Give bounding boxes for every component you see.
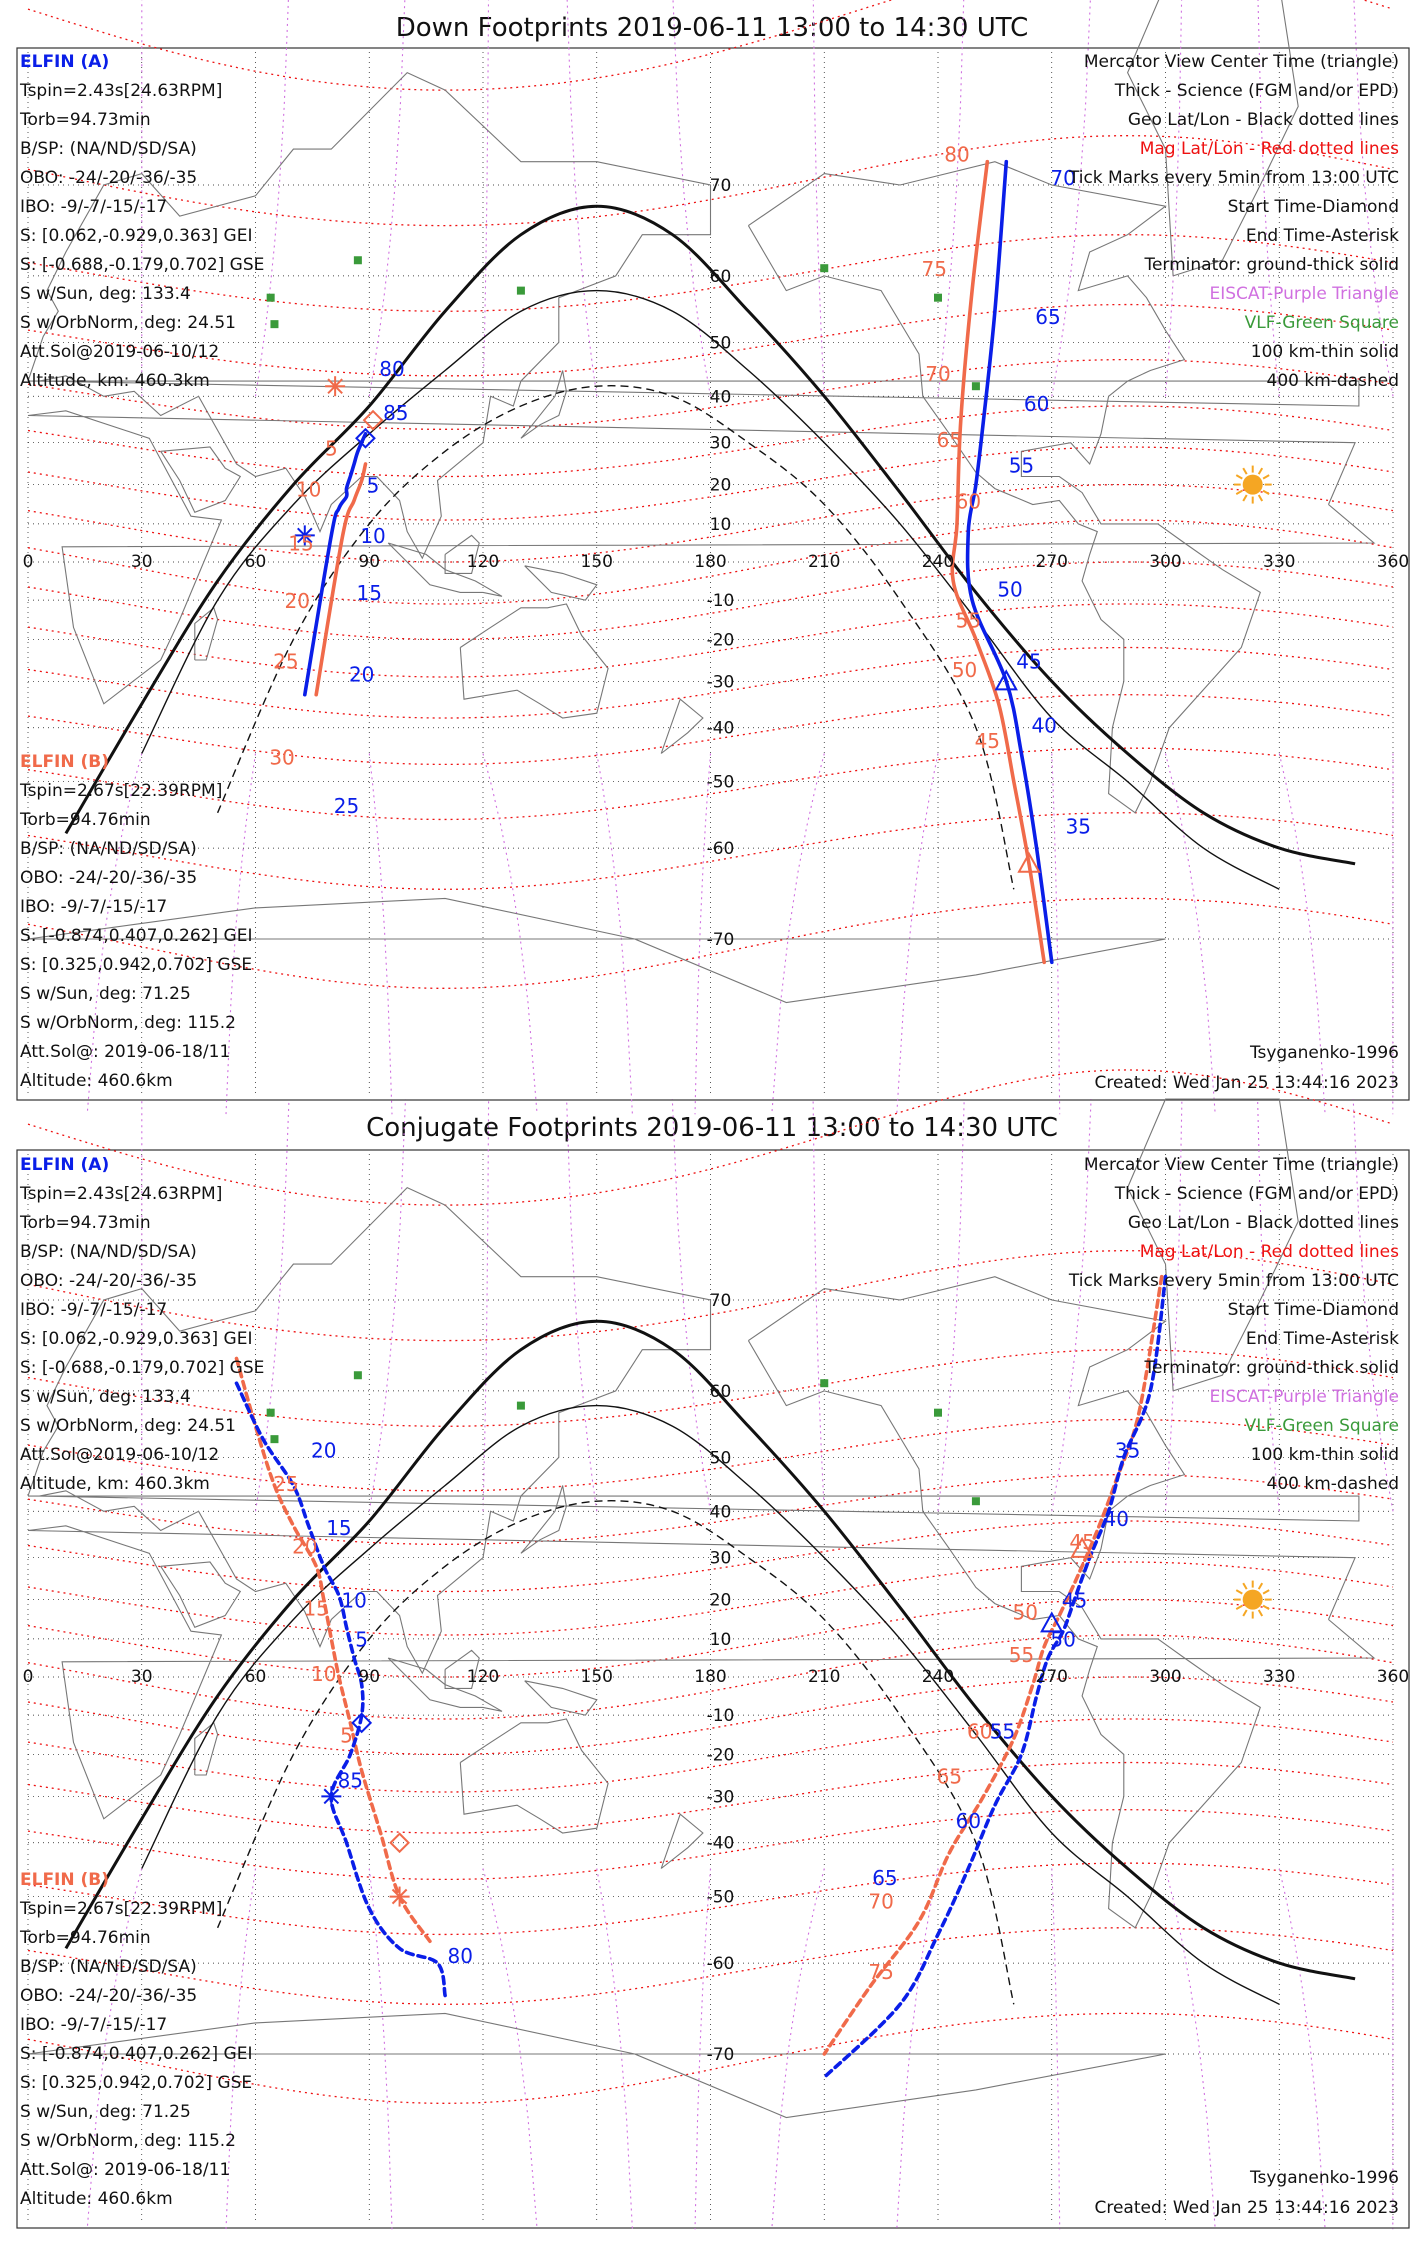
elfin-b-info-line: B/SP: (NA/ND/SD/SA)	[20, 1957, 197, 1977]
elfin-b-info-line: Tspin=2.67s[22.39RPM]	[19, 1899, 222, 1919]
sun-disc	[1243, 1590, 1263, 1610]
elfin-a-info-line: S: [-0.688,-0.179,0.702] GSE	[20, 255, 264, 275]
elfin-a-tick-label: 55	[990, 1719, 1015, 1743]
vlf-site-square	[517, 1402, 525, 1410]
elfin-a-info-line: B/SP: (NA/ND/SD/SA)	[20, 139, 197, 159]
x-tick-label: 210	[808, 1667, 840, 1687]
legend-entry: 400 km-dashed	[1267, 1474, 1399, 1494]
elfin-b-tick-label: 25	[273, 649, 298, 673]
elfin-b-tick-label: 20	[292, 1534, 317, 1558]
elfin-b-info-line: Torb=94.76min	[19, 810, 151, 830]
x-tick-label: 90	[358, 1667, 380, 1687]
x-tick-label: 180	[694, 1667, 726, 1687]
elfin-a-tick-label: 80	[448, 1944, 473, 1968]
elfin-a-tick-label: 45	[1016, 649, 1041, 673]
created-label: Created: Wed Jan 25 13:44:16 2023	[1094, 1073, 1399, 1093]
created-label: Created: Wed Jan 25 13:44:16 2023	[1094, 2198, 1399, 2218]
y-tick-label: 40	[710, 387, 732, 407]
elfin-a-info-line: Tspin=2.43s[24.63RPM]	[19, 81, 222, 101]
elfin-a-tick-label: 65	[872, 1866, 897, 1890]
vlf-site-square	[972, 382, 980, 390]
elfin-b-tick-label: 20	[284, 589, 309, 613]
elfin-a-info-line: IBO: -9/-7/-15/-17	[20, 1300, 167, 1320]
elfin-b-tick-label: 45	[975, 729, 1000, 753]
y-tick-label: 20	[710, 476, 732, 496]
elfin-a-info-line: Altitude, km: 460.3km	[20, 1474, 210, 1494]
vlf-site-square	[820, 264, 828, 272]
y-tick-label: -70	[707, 930, 735, 950]
y-tick-label: 50	[710, 1448, 732, 1468]
elfin-b-tick-label: 25	[273, 1472, 298, 1496]
elfin-b-tick-label: 65	[937, 428, 962, 452]
x-tick-label: 240	[922, 552, 954, 572]
legend-entry: 100 km-thin solid	[1251, 1445, 1399, 1465]
elfin-a-info-line: Torb=94.73min	[19, 1213, 151, 1233]
elfin-b-tick-label: 10	[311, 1662, 336, 1686]
elfin-a-tick-label: 15	[326, 1516, 351, 1540]
elfin-a-tick-label: 70	[1050, 166, 1075, 190]
elfin-a-info-line: S: [-0.688,-0.179,0.702] GSE	[20, 1358, 264, 1378]
legend-entry: VLF-Green Square	[1245, 1416, 1399, 1436]
x-tick-label: 180	[694, 552, 726, 572]
elfin-b-tick-label: 5	[340, 1723, 353, 1747]
elfin-b-info-line: S: [-0.874,0.407,0.262] GEI	[20, 926, 252, 946]
elfin-a-info-line: IBO: -9/-7/-15/-17	[20, 197, 167, 217]
legend-entry: EISCAT-Purple Triangle	[1209, 284, 1399, 304]
elfin-b-tick-label: 5	[325, 437, 338, 461]
elfin-a-info-line: OBO: -24/-20/-36/-35	[20, 1271, 197, 1291]
elfin-a-info-line: Att.Sol@2019-06-10/12	[20, 1445, 219, 1465]
elfin-b-tick-label: 60	[956, 489, 981, 513]
elfin-b-tick-label: 55	[1009, 1643, 1034, 1667]
elfin-b-info-line: IBO: -9/-7/-15/-17	[20, 2015, 167, 2035]
elfin-a-tick-label: 65	[1035, 305, 1060, 329]
elfin-a-tick-label: 5	[355, 1628, 368, 1652]
elfin-b-tick-label: 70	[868, 1890, 893, 1914]
vlf-site-square	[934, 1409, 942, 1417]
elfin-b-tick-label: 30	[269, 745, 294, 769]
y-tick-label: -40	[707, 719, 735, 739]
legend-entry: Start Time-Diamond	[1228, 1300, 1399, 1320]
x-tick-label: 300	[1149, 1667, 1181, 1687]
y-tick-label: -20	[707, 1745, 735, 1765]
legend-entry: Tick Marks every 5min from 13:00 UTC	[1068, 1271, 1399, 1291]
x-tick-label: 300	[1149, 552, 1181, 572]
legend-entry: VLF-Green Square	[1245, 313, 1399, 333]
elfin-b-info-line: OBO: -24/-20/-36/-35	[20, 1986, 197, 2006]
vlf-site-square	[934, 294, 942, 302]
x-tick-label: 150	[581, 1667, 613, 1687]
y-tick-label: 60	[710, 1382, 732, 1402]
legend-entry: 100 km-thin solid	[1251, 342, 1399, 362]
elfin-a-tick-label: 60	[1024, 392, 1049, 416]
elfin-a-info-line: Torb=94.73min	[19, 110, 151, 130]
elfin-b-info-line: S w/OrbNorm, deg: 115.2	[20, 2131, 236, 2151]
elfin-b-info-title: ELFIN (B)	[20, 1870, 109, 1890]
elfin-b-tick-label: 45	[1069, 1530, 1094, 1554]
elfin-a-tick-label: 20	[311, 1438, 336, 1462]
elfin-a-tick-label: 10	[360, 524, 385, 548]
legend-entry: Mercator View Center Time (triangle)	[1084, 52, 1399, 72]
model-label: Tsyganenko-1996	[1249, 2168, 1399, 2188]
y-tick-label: -70	[707, 2045, 735, 2065]
elfin-a-info-line: OBO: -24/-20/-36/-35	[20, 168, 197, 188]
x-tick-label: 360	[1377, 552, 1409, 572]
legend-entry: Tick Marks every 5min from 13:00 UTC	[1068, 168, 1399, 188]
x-tick-label: 330	[1263, 1667, 1295, 1687]
x-tick-label: 360	[1377, 1667, 1409, 1687]
elfin-b-info-line: OBO: -24/-20/-36/-35	[20, 868, 197, 888]
elfin-b-info-line: Altitude: 460.6km	[20, 1071, 173, 1091]
x-tick-label: 0	[23, 1667, 34, 1687]
y-tick-label: -60	[707, 839, 735, 859]
x-tick-label: 30	[131, 552, 153, 572]
elfin-a-tick-label: 80	[379, 357, 404, 381]
legend-entry: Thick - Science (FGM and/or EPD)	[1114, 1184, 1399, 1204]
elfin-a-info-line: B/SP: (NA/ND/SD/SA)	[20, 1242, 197, 1262]
legend-entry: Mercator View Center Time (triangle)	[1084, 1155, 1399, 1175]
elfin-b-end-asterisk	[325, 376, 345, 396]
elfin-b-info-line: Altitude: 460.6km	[20, 2189, 173, 2209]
elfin-a-tick-label: 10	[341, 1589, 366, 1613]
y-tick-label: 30	[710, 434, 732, 454]
legend-entry: Terminator: ground-thick solid	[1143, 255, 1399, 275]
vlf-site-square	[267, 294, 275, 302]
elfin-a-tick-label: 40	[1031, 714, 1056, 738]
elfin-b-info-line: S: [-0.874,0.407,0.262] GEI	[20, 2044, 252, 2064]
elfin-b-tick-label: 75	[921, 257, 946, 281]
elfin-a-tick-label: 85	[338, 1769, 363, 1793]
elfin-b-info-line: S w/Sun, deg: 71.25	[20, 984, 191, 1004]
y-tick-label: 70	[710, 176, 732, 196]
elfin-b-tick-label: 60	[967, 1719, 992, 1743]
elfin-a-info-title: ELFIN (A)	[20, 52, 109, 72]
legend-entry: Start Time-Diamond	[1228, 197, 1399, 217]
elfin-a-info-line: S w/OrbNorm, deg: 24.51	[20, 313, 236, 333]
y-tick-label: 10	[710, 1630, 732, 1650]
elfin-a-tick-label: 5	[367, 474, 380, 498]
elfin-a-info-line: S: [0.062,-0.929,0.363] GEI	[20, 226, 252, 246]
y-tick-label: -60	[707, 1954, 735, 1974]
elfin-b-end-asterisk	[390, 1887, 410, 1907]
elfin-b-info-line: Att.Sol@: 2019-06-18/11	[20, 2160, 230, 2180]
y-tick-label: -50	[707, 773, 735, 793]
x-tick-label: 60	[245, 552, 267, 572]
elfin-a-info-line: S: [0.062,-0.929,0.363] GEI	[20, 1329, 252, 1349]
x-tick-label: 90	[358, 552, 380, 572]
elfin-a-info-line: S w/Sun, deg: 133.4	[20, 284, 191, 304]
elfin-a-tick-label: 20	[349, 662, 374, 686]
elfin-b-info-line: Tspin=2.67s[22.39RPM]	[19, 781, 222, 801]
x-tick-label: 330	[1263, 552, 1295, 572]
y-tick-label: -50	[707, 1888, 735, 1908]
elfin-a-info-line: Tspin=2.43s[24.63RPM]	[19, 1184, 222, 1204]
elfin-a-tick-label: 50	[1050, 1628, 1075, 1652]
x-tick-label: 60	[245, 1667, 267, 1687]
legend-entry: Mag Lat/Lon - Red dotted lines	[1140, 139, 1399, 159]
elfin-b-tick-label: 50	[1012, 1600, 1037, 1624]
elfin-b-info-title: ELFIN (B)	[20, 752, 109, 772]
vlf-site-square	[270, 1435, 278, 1443]
elfin-a-tick-label: 45	[1062, 1589, 1087, 1613]
legend-entry: Geo Lat/Lon - Black dotted lines	[1128, 1213, 1399, 1233]
vlf-site-square	[354, 1371, 362, 1379]
elfin-b-tick-label: 70	[925, 362, 950, 386]
elfin-b-tick-label: 15	[303, 1597, 328, 1621]
y-tick-label: 50	[710, 333, 732, 353]
elfin-a-tick-label: 15	[357, 581, 382, 605]
legend-entry: End Time-Asterisk	[1246, 226, 1399, 246]
x-tick-label: 240	[922, 1667, 954, 1687]
elfin-a-tick-label: 40	[1103, 1507, 1128, 1531]
elfin-b-info-line: S: [0.325,0.942,0.702] GSE	[20, 2073, 252, 2093]
x-tick-label: 0	[23, 552, 34, 572]
y-tick-label: -40	[707, 1834, 735, 1854]
x-tick-label: 120	[467, 552, 499, 572]
x-tick-label: 270	[1036, 552, 1068, 572]
y-tick-label: 70	[710, 1291, 732, 1311]
y-tick-label: -10	[707, 1706, 735, 1726]
legend-entry: End Time-Asterisk	[1246, 1329, 1399, 1349]
elfin-a-tick-label: 50	[997, 577, 1022, 601]
elfin-b-info-line: S w/Sun, deg: 71.25	[20, 2102, 191, 2122]
elfin-b-info-line: Att.Sol@: 2019-06-18/11	[20, 1042, 230, 1062]
elfin-b-tick-label: 80	[944, 143, 969, 167]
x-tick-label: 120	[467, 1667, 499, 1687]
x-tick-label: 30	[131, 1667, 153, 1687]
y-tick-label: 20	[710, 1591, 732, 1611]
elfin-b-info-line: S w/OrbNorm, deg: 115.2	[20, 1013, 236, 1033]
model-label: Tsyganenko-1996	[1249, 1043, 1399, 1063]
elfin-b-tick-label: 10	[296, 478, 321, 502]
x-tick-label: 210	[808, 552, 840, 572]
vlf-site-square	[972, 1497, 980, 1505]
vlf-site-square	[354, 256, 362, 264]
y-tick-label: -30	[707, 672, 735, 692]
legend-entry: EISCAT-Purple Triangle	[1209, 1387, 1399, 1407]
vlf-site-square	[267, 1409, 275, 1417]
panel-title: Down Footprints 2019-06-11 13:00 to 14:30 UTC	[396, 13, 1029, 43]
y-tick-label: -20	[707, 630, 735, 650]
legend-entry: Terminator: ground-thick solid	[1143, 1358, 1399, 1378]
legend-entry: 400 km-dashed	[1267, 371, 1399, 391]
panel-title: Conjugate Footprints 2019-06-11 13:00 to 14:30 UTC	[366, 1113, 1058, 1143]
x-tick-label: 270	[1036, 1667, 1068, 1687]
elfin-b-tick-label: 75	[868, 1960, 893, 1984]
y-tick-label: -30	[707, 1787, 735, 1807]
elfin-a-info-line: S w/Sun, deg: 133.4	[20, 1387, 191, 1407]
y-tick-label: 60	[710, 267, 732, 287]
elfin-a-tick-label: 35	[1115, 1438, 1140, 1462]
elfin-a-tick-label: 35	[1066, 814, 1091, 838]
elfin-a-info-line: Att.Sol@2019-06-10/12	[20, 342, 219, 362]
elfin-b-tick-label: 50	[952, 658, 977, 682]
elfin-a-tick-label: 55	[1009, 453, 1034, 477]
vlf-site-square	[270, 320, 278, 328]
elfin-b-info-line: IBO: -9/-7/-15/-17	[20, 897, 167, 917]
vlf-site-square	[517, 287, 525, 295]
sun-disc	[1243, 475, 1263, 495]
legend-entry: Thick - Science (FGM and/or EPD)	[1114, 81, 1399, 101]
elfin-a-tick-label: 85	[383, 401, 408, 425]
elfin-b-tick-label: 55	[956, 608, 981, 632]
y-tick-label: 30	[710, 1549, 732, 1569]
elfin-b-info-line: S: [0.325,0.942,0.702] GSE	[20, 955, 252, 975]
elfin-a-info-title: ELFIN (A)	[20, 1155, 109, 1175]
elfin-a-info-line: S w/OrbNorm, deg: 24.51	[20, 1416, 236, 1436]
elfin-a-info-line: Altitude, km: 460.3km	[20, 371, 210, 391]
elfin-b-tick-label: 15	[288, 532, 313, 556]
y-tick-label: -10	[707, 591, 735, 611]
x-tick-label: 150	[581, 552, 613, 572]
elfin-b-info-line: B/SP: (NA/ND/SD/SA)	[20, 839, 197, 859]
elfin-b-info-line: Torb=94.76min	[19, 1928, 151, 1948]
y-tick-label: 40	[710, 1502, 732, 1522]
legend-entry: Mag Lat/Lon - Red dotted lines	[1140, 1242, 1399, 1262]
elfin-a-tick-label: 25	[334, 794, 359, 818]
elfin-b-tick-label: 65	[937, 1764, 962, 1788]
legend-entry: Geo Lat/Lon - Black dotted lines	[1128, 110, 1399, 130]
y-tick-label: 10	[710, 515, 732, 535]
elfin-a-tick-label: 60	[956, 1809, 981, 1833]
vlf-site-square	[820, 1379, 828, 1387]
